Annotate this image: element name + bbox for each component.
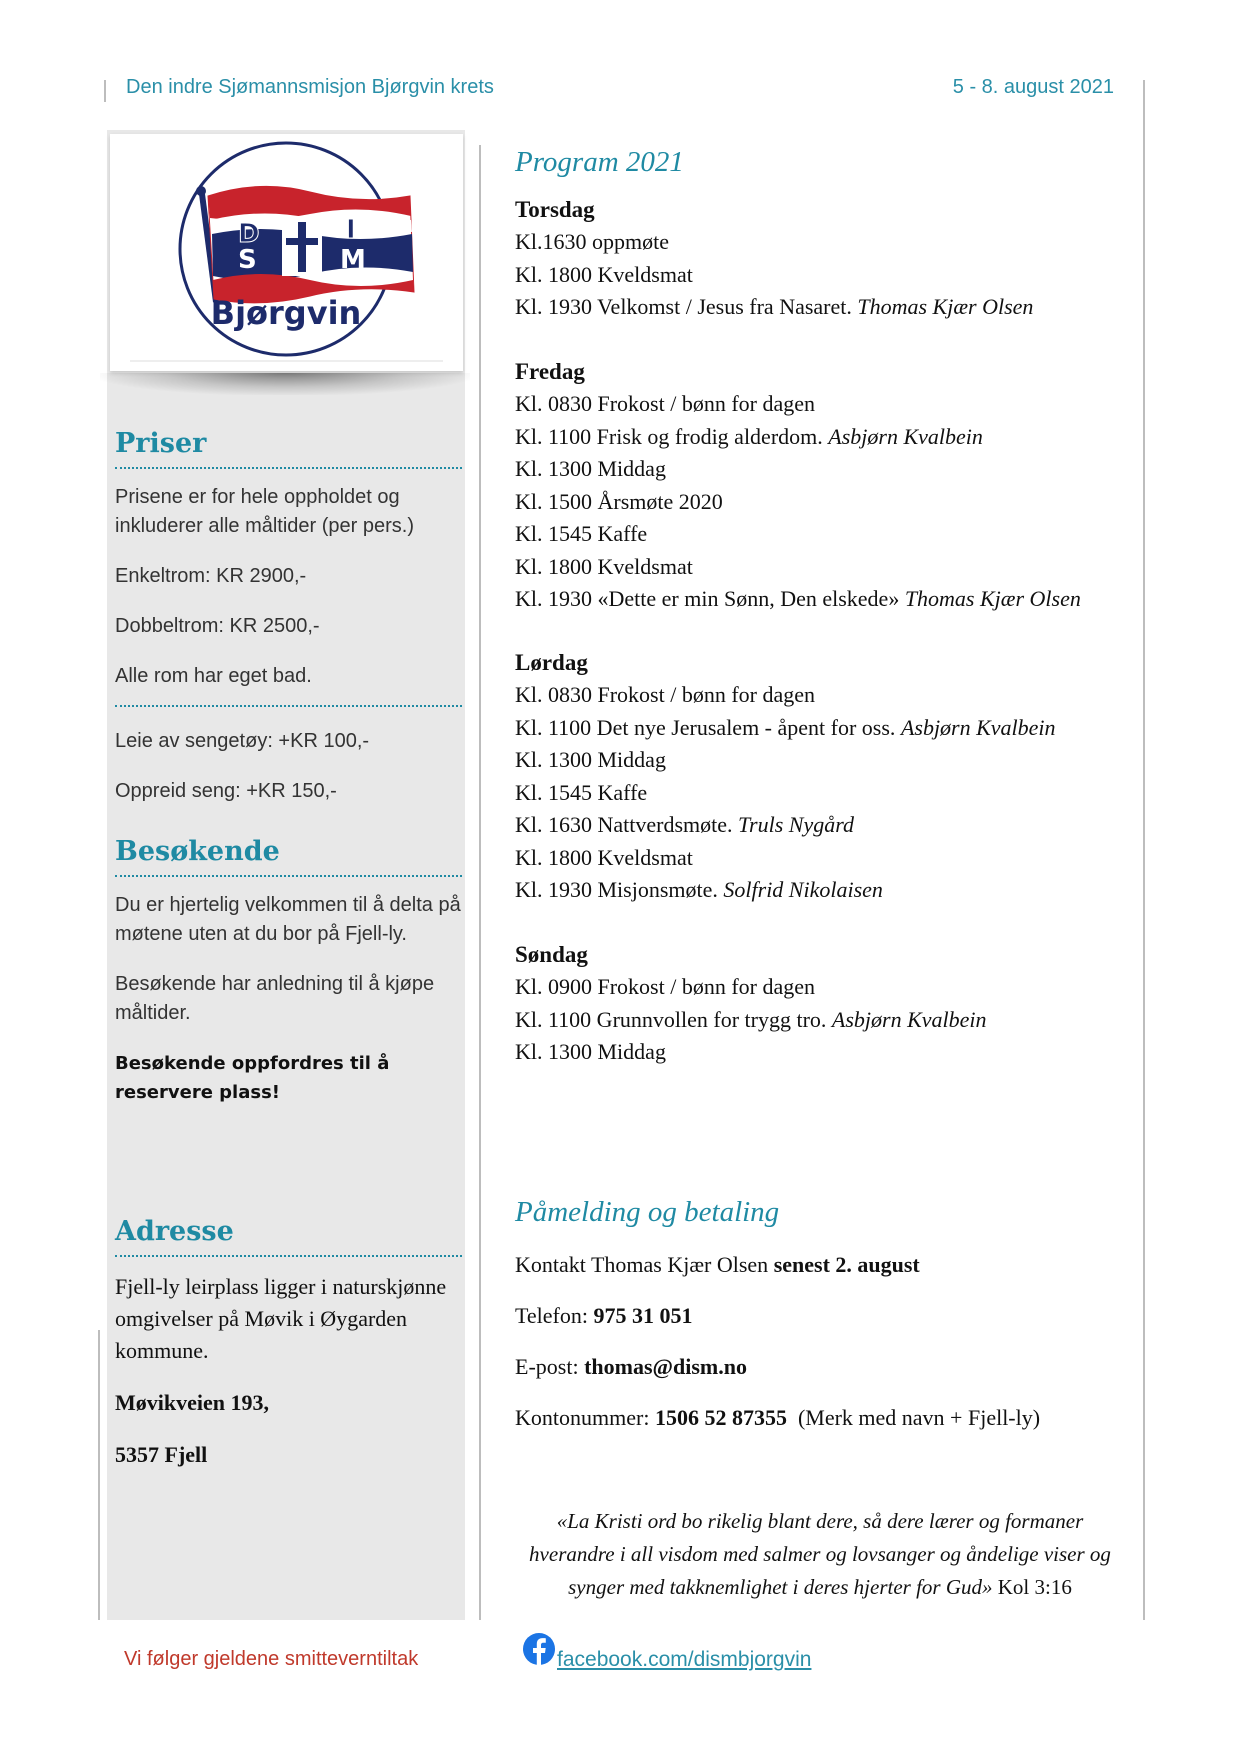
- day-name: Fredag: [515, 359, 585, 384]
- day-torsdag: [515, 194, 1033, 324]
- program-item: Kl. 1800 Kveldsmat: [515, 261, 693, 287]
- kontakt-deadline: senest 2. august: [773, 1252, 920, 1277]
- epost-line: E-post: thomas@dism.no: [515, 1354, 747, 1379]
- day-name: Lørdag: [515, 650, 588, 675]
- logo-shadow: [100, 373, 470, 395]
- program-item: Kl. 1300 Middag: [515, 456, 666, 481]
- epost-value: thomas@dism.no: [584, 1354, 747, 1379]
- logo-card: [110, 134, 463, 371]
- program-item: Kl. 1100 Det nye Jerusalem - åpent for oss. Asbjørn Kvalbein: [515, 714, 1056, 740]
- quote-reference: Kol 3:16: [997, 1575, 1072, 1599]
- column-divider: [479, 145, 481, 1620]
- flag-letter-d: D: [238, 219, 260, 249]
- right-page-rule: [1143, 80, 1145, 1620]
- dism-flag-logo-icon: [110, 134, 463, 371]
- day-name: Torsdag: [515, 197, 595, 222]
- adresse-section: [115, 1216, 462, 1471]
- day-fredag: [515, 356, 1081, 616]
- program-item: Kl. 1545 Kaffe: [515, 521, 648, 546]
- priser-section: [115, 428, 462, 806]
- program-item: Kl. 1300 Middag: [515, 747, 666, 772]
- adresse-street: Møvikveien 193,: [115, 1390, 269, 1415]
- day-sondag: [515, 939, 987, 1069]
- speaker: Thomas Kjær Olsen: [904, 586, 1081, 611]
- program-title: Program 2021: [515, 146, 684, 178]
- speaker: Truls Nygård: [738, 812, 854, 837]
- price-enkeltrom: Enkeltrom: KR 2900,-: [115, 565, 307, 587]
- price-dobbeltrom: Dobbeltrom: KR 2500,-: [115, 615, 320, 637]
- price-sengetoy: Leie av sengetøy: +KR 100,-: [115, 730, 370, 752]
- konto-line: Kontonummer: 1506 52 87355 (Merk med navn + Fjell-ly): [515, 1405, 1041, 1430]
- speaker: Asbjørn Kvalbein: [831, 1006, 987, 1032]
- bible-quote: [515, 1505, 1125, 1604]
- program-item: Kl. 1100 Grunnvollen for trygg tro. Asbjørn Kvalbein: [515, 1006, 987, 1032]
- header-dates: 5 - 8. august 2021: [952, 76, 1114, 98]
- left-top-rule: [104, 80, 106, 102]
- day-name: Søndag: [515, 942, 588, 967]
- flag-letter-m: M: [340, 245, 366, 275]
- besokende-section: [115, 836, 462, 1107]
- besokende-meals: Besøkende har anledning til å kjøpe måltider.: [115, 973, 435, 1024]
- priser-intro: Prisene er for hele oppholdet og inkluderer alle måltider (per pers.): [115, 486, 415, 537]
- footer-notice: Vi følger gjeldene smitteverntiltak: [124, 1648, 419, 1670]
- header-organization: Den indre Sjømannsmisjon Bjørgvin krets: [126, 76, 494, 98]
- besokende-welcome: Du er hjertelig velkommen til å delta på møtene uten at du bor på Fjell-ly.: [115, 894, 461, 945]
- quote-text: «La Kristi ord bo rikelig blant dere, så dere lærer og formaner hverandre i all visdom med salmer og lovsanger og åndelige viser og synger med takknemlighet i deres hjerter for Gud»: [529, 1509, 1111, 1599]
- speaker: Thomas Kjær Olsen: [857, 294, 1034, 319]
- program-item: Kl. 1930 Misjonsmøte. Solfrid Nikolaisen: [515, 877, 883, 902]
- program-item: Kl. 1300 Middag: [515, 1039, 666, 1064]
- program-item: Kl. 1630 Nattverdsmøte. Truls Nygård: [515, 812, 854, 837]
- program-item: Kl. 1545 Kaffe: [515, 779, 648, 805]
- day-lordag: [515, 647, 1056, 907]
- priser-heading: Priser: [115, 428, 462, 469]
- besokende-heading: Besøkende: [115, 836, 462, 877]
- program-item: Kl. 1930 Velkomst / Jesus fra Nasaret. Thomas Kjær Olsen: [515, 294, 1034, 319]
- priser-divider: [115, 705, 462, 707]
- program-item: Kl. 1100 Frisk og frodig alderdom. Asbjørn Kvalbein: [515, 423, 983, 449]
- program-item: Kl. 0830 Frokost / bønn for dagen: [515, 391, 816, 416]
- program-item: Kl. 1800 Kveldsmat: [515, 553, 693, 579]
- facebook-link[interactable]: facebook.com/dismbjorgvin: [557, 1648, 812, 1671]
- program-item: Kl. 1800 Kveldsmat: [515, 844, 693, 870]
- left-page-rule: [98, 1330, 100, 1620]
- program-item: Kl.1630 oppmøte: [515, 229, 669, 254]
- adresse-postal: 5357 Fjell: [115, 1442, 208, 1467]
- telefon-line: Telefon: 975 31 051: [515, 1303, 693, 1328]
- program-item: Kl. 1930 «Dette er min Sønn, Den elskede» Thomas Kjær Olsen: [515, 586, 1081, 611]
- konto-value: 1506 52 87355: [654, 1405, 787, 1430]
- speaker: Asbjørn Kvalbein: [900, 714, 1056, 740]
- program-item: Kl. 1500 Årsmøte 2020: [515, 488, 723, 514]
- adresse-heading: Adresse: [115, 1216, 462, 1257]
- program-item: Kl. 0830 Frokost / bønn for dagen: [515, 682, 816, 707]
- adresse-description: Fjell-ly leirplass ligger i naturskjønne omgivelser på Møvik i Øygarden kommune.: [115, 1274, 447, 1363]
- program-item: Kl. 0900 Frokost / bønn for dagen: [515, 974, 816, 999]
- telefon-value: 975 31 051: [593, 1303, 693, 1328]
- bad-note: Alle rom har eget bad.: [115, 665, 312, 687]
- kontakt-line: Kontakt Thomas Kjær Olsen senest 2. august: [515, 1252, 920, 1277]
- konto-note: (Merk med navn + Fjell-ly): [797, 1405, 1041, 1430]
- flag-letter-s: S: [238, 245, 257, 275]
- pamelding-title: Påmelding og betaling: [515, 1196, 780, 1228]
- facebook-icon[interactable]: [522, 1632, 556, 1666]
- besokende-reserve: Besøkende oppfordres til å reservere plass!: [115, 1053, 390, 1103]
- flag-letter-i: I: [346, 215, 356, 245]
- speaker: Solfrid Nikolaisen: [723, 877, 883, 902]
- speaker: Asbjørn Kvalbein: [828, 423, 983, 449]
- price-seng: Oppreid seng: +KR 150,-: [115, 780, 337, 802]
- logo-caption: Bjørgvin: [210, 294, 362, 332]
